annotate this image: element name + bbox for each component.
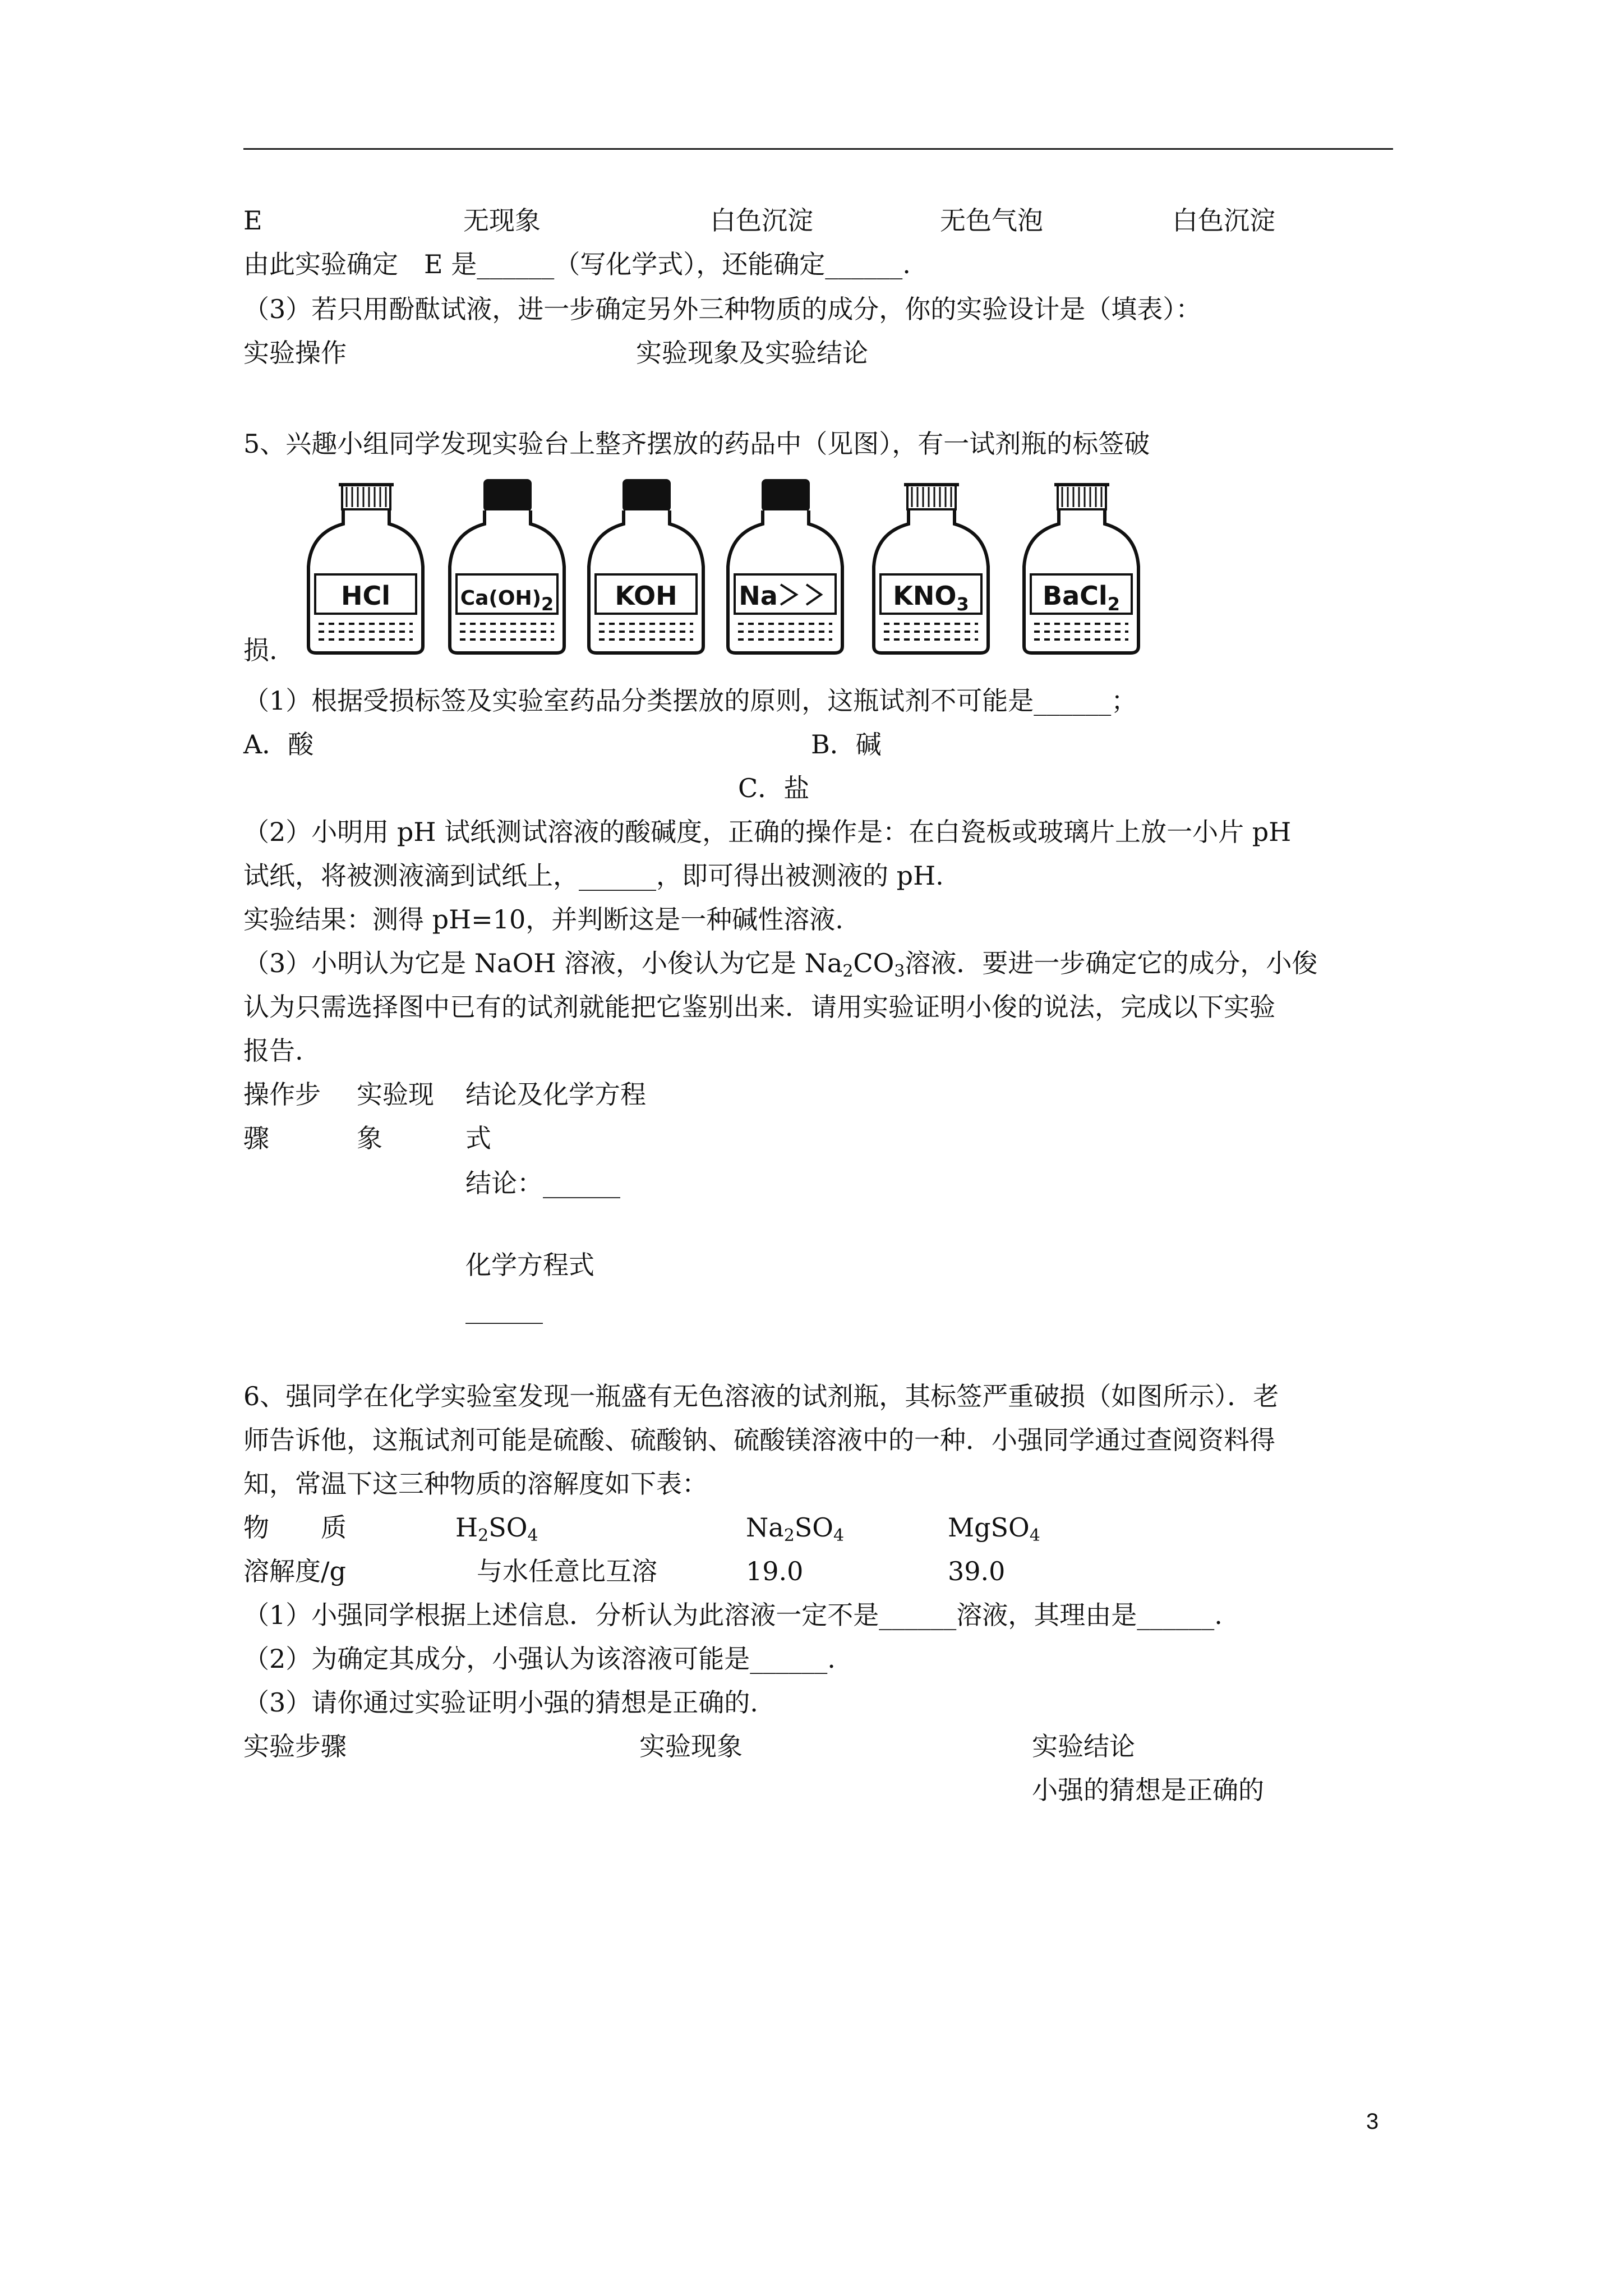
bottle-label-text: HCl	[340, 581, 391, 611]
bottle-cap	[483, 479, 532, 512]
q5-tbl-h1b: 骤	[243, 1123, 269, 1153]
q5-part3-line3: 报告.	[243, 1036, 303, 1066]
bottle-cap	[762, 479, 810, 512]
bottle-label-text: Na	[739, 581, 778, 611]
row-e-cell-1: 无现象	[463, 205, 541, 236]
q5-result: 实验结果：测得 pH=10，并判断这是一种碱性溶液.	[243, 904, 843, 935]
q4-conclusion-line: 由此实验确定 E 是______（写化学式），还能确定______.	[243, 249, 911, 279]
reagent-bottle	[308, 485, 423, 653]
bottle-cap	[1054, 485, 1109, 509]
q4-table-header-operation: 实验操作	[243, 338, 347, 368]
q6-solubility-na2so4: 19.0	[746, 1556, 804, 1586]
q6-para-line2: 师告诉他，这瓶试剂可能是硫酸、硫酸钠、硫酸镁溶液中的一种．小强同学通过查阅资料得	[243, 1425, 1275, 1455]
q6-conclusion: 小强的猜想是正确的	[1032, 1775, 1264, 1805]
q5-conclusion: 结论：______	[465, 1168, 620, 1198]
q5-tbl-h3b: 式	[465, 1123, 491, 1153]
row-e-label: E	[243, 205, 262, 236]
q6-table-header-phenomena: 实验现象	[639, 1731, 743, 1761]
q5-part3-line2: 认为只需选择图中已有的试剂就能把它鉴别出来．请用实验证明小俊的说法，完成以下实验	[243, 992, 1275, 1022]
q6-para-line3: 知，常温下这三种物质的溶解度如下表：	[243, 1469, 708, 1499]
q5-intro: 5、兴趣小组同学发现实验台上整齐摆放的药品中（见图），有一试剂瓶的标签破	[243, 429, 1150, 459]
q5-tbl-h1a: 操作步	[243, 1079, 321, 1110]
q6-table-row2-label: 溶解度/g	[243, 1556, 346, 1586]
q6-solubility-h2so4: 与水任意比互溶	[477, 1556, 657, 1586]
q6-table-row1-label: 物 质	[243, 1512, 347, 1543]
q5-part2-line2: 试纸，将被测液滴到试纸上，______，即可得出被测液的 pH.	[243, 861, 944, 891]
q6-solubility-mgso4: 39.0	[948, 1556, 1006, 1586]
q5-option-a: A．酸	[243, 729, 314, 760]
q5-tbl-h2a: 实验现	[357, 1079, 434, 1110]
bottle-label-text: BaCl$_2$	[1043, 581, 1120, 615]
q5-tbl-h3a: 结论及化学方程	[465, 1079, 646, 1110]
q5-intro-end: 损.	[243, 635, 278, 665]
q5-equation-blank: ______	[465, 1294, 543, 1324]
reagent-bottle	[450, 479, 564, 653]
row-e-cell-4: 白色沉淀	[1172, 205, 1275, 236]
q6-table-header-steps: 实验步骤	[243, 1731, 347, 1761]
reagent-bottle	[728, 479, 842, 653]
q5-part3-line1: （3）小明认为它是 NaOH 溶液，小俊认为它是 $Na_2CO_3$溶液．要进一步确定它的成分，小俊	[243, 948, 1318, 981]
q6-question1: （1）小强同学根据上述信息．分析认为此溶液一定不是______溶液，其理由是______.	[243, 1600, 1223, 1630]
q5-part1: （1）根据受损标签及实验室药品分类摆放的原则，这瓶试剂不可能是______；	[243, 685, 1137, 716]
q6-table-header-conclusion: 实验结论	[1032, 1731, 1135, 1761]
bottle-cap	[339, 485, 394, 509]
bottle-label-text: KOH	[615, 581, 677, 611]
bottle-label-text: Ca(OH)2	[460, 587, 554, 615]
q5-option-b: B．碱	[811, 729, 882, 760]
reagent-bottle	[874, 485, 988, 653]
q5-equation-label: 化学方程式	[465, 1250, 594, 1280]
reagent-bottle	[1024, 485, 1138, 653]
q5-tbl-h2b: 象	[357, 1123, 382, 1153]
page-number: 3	[1366, 2109, 1379, 2134]
q4-part3: （3）若只用酚酞试液，进一步确定另外三种物质的成分，你的实验设计是（填表）：	[243, 294, 1202, 324]
row-e-cell-2: 白色沉淀	[710, 205, 813, 236]
bottle-cap	[623, 479, 671, 512]
q5-part2-line1: （2）小明用 pH 试纸测试溶液的酸碱度，正确的操作是：在白瓷板或玻璃片上放一小片 pH	[243, 817, 1292, 847]
header-rule	[243, 148, 1393, 150]
bottle-label-text: $KNO_3$	[893, 581, 969, 615]
q6-question3: （3）请你通过实验证明小强的猜想是正确的.	[243, 1687, 758, 1718]
q4-table-header-result: 实验现象及实验结论	[636, 338, 868, 368]
reagent-bottles-figure	[303, 477, 1155, 656]
q6-formula-na2so4: $Na_2SO_4$	[746, 1512, 845, 1545]
q6-formula-h2so4: $H_2SO_4$	[455, 1512, 538, 1545]
row-e-cell-3: 无色气泡	[940, 205, 1043, 236]
q5-option-c: C．盐	[738, 773, 810, 803]
reagent-bottle	[589, 479, 703, 653]
q6-question2: （2）为确定其成分，小强认为该溶液可能是______.	[243, 1644, 836, 1674]
q6-para-line1: 6、强同学在化学实验室发现一瓶盛有无色溶液的试剂瓶，其标签严重破损（如图所示）．老	[243, 1381, 1279, 1411]
bottle-cap	[904, 485, 959, 509]
q6-formula-mgso4: MgSO$_4$	[948, 1512, 1040, 1545]
